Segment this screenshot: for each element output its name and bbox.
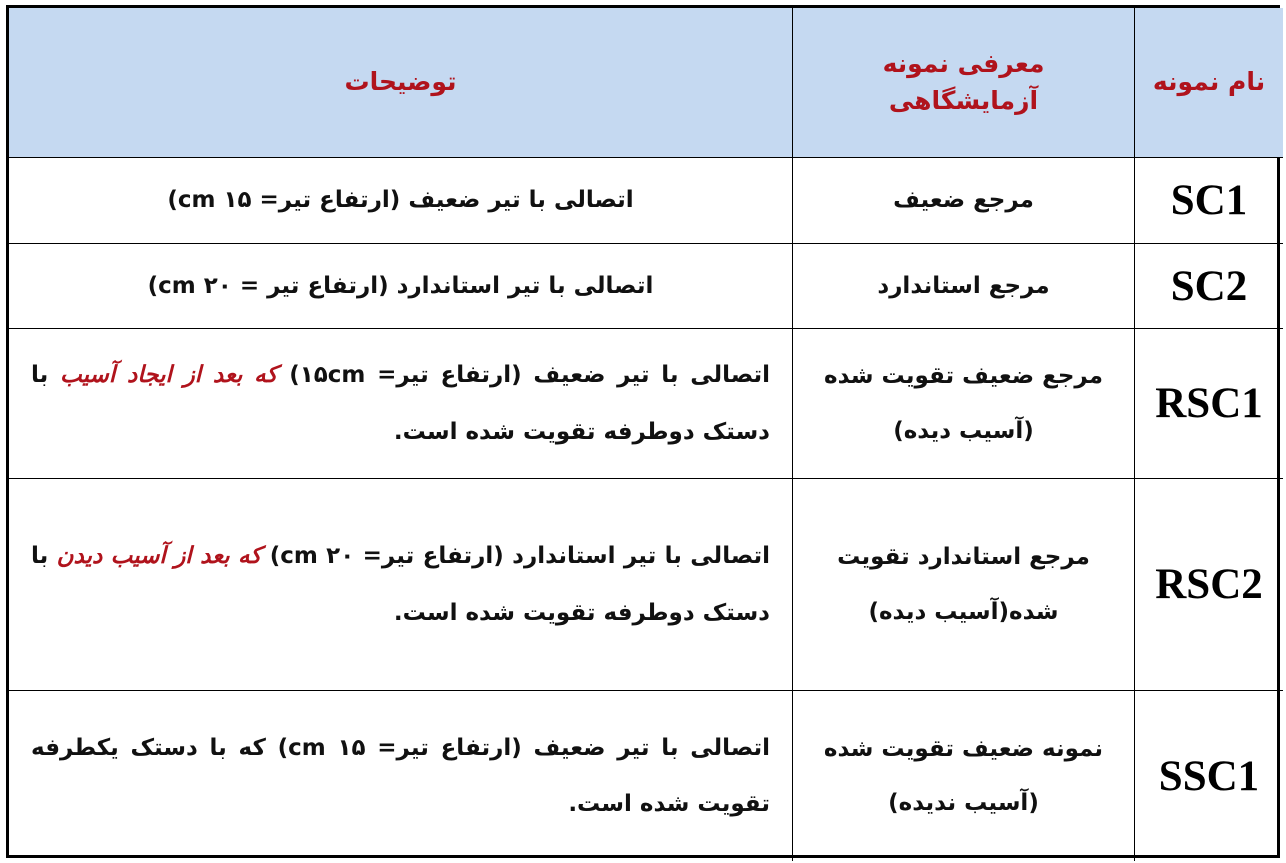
desc-paragraph [31,528,770,641]
header-name-text: نام نمونه [1152,67,1266,97]
row-id-sc1 [1135,158,1283,244]
header-intro-line2: آزمایشگاهی [888,85,1039,115]
row-intro-rsc2 [793,479,1135,691]
row-id-ssc1 [1135,691,1283,861]
row-desc-rsc1 [9,329,793,479]
row-id-rsc1 [1135,329,1283,479]
desc-emphasis: که بعد از آسیب دیدن [56,543,262,570]
intro-text: مرجع ضعیف [893,187,1034,214]
desc-emphasis: که بعد از ایجاد آسیب [60,362,278,389]
row-desc-rsc2 [9,479,793,691]
desc-text: اتصالی با تیر ضعیف (ارتفاع تیر= cm ۱۵) [167,187,634,214]
header-description-text: توضیحات [344,67,457,97]
row-intro-ssc1 [793,691,1135,861]
specimen-id: SC1 [1170,177,1248,224]
desc-text: با دستک دوطرفه تقویت شده است. [31,362,770,445]
specimen-id: SC2 [1170,262,1248,310]
specimen-table [6,5,1280,858]
desc-text: با دستک دوطرفه تقویت شده است. [31,543,770,626]
row-intro-sc2 [793,244,1135,329]
specimen-id: RSC2 [1155,561,1263,608]
intro-line1: مرجع استاندارد تقویت [837,544,1090,571]
row-desc-sc1 [9,158,793,244]
desc-text: اتصالی با تیر ضعیف (ارتفاع تیر= ۱۵cm) [277,362,770,389]
header-intro [793,8,1135,158]
intro-line1: نمونه ضعیف تقویت شده [823,735,1104,762]
row-id-sc2 [1135,244,1283,329]
intro-line1: مرجع ضعیف تقویت شده [824,363,1103,390]
row-desc-sc2 [9,244,793,329]
desc-paragraph [31,347,770,460]
header-intro-line1: معرفی نمونه [882,49,1045,79]
header-description [9,8,793,158]
specimen-id: RSC1 [1155,380,1263,427]
intro-text: مرجع استاندارد [877,272,1050,299]
specimen-id: SSC1 [1158,752,1260,800]
row-intro-rsc1 [793,329,1135,479]
row-desc-ssc1 [9,691,793,861]
desc-text: اتصالی با تیر استاندارد (ارتفاع تیر = cm ۲۰) [147,272,654,299]
desc-text: اتصالی با تیر ضعیف (ارتفاع تیر= cm ۱۵) که با دستک یکطرفه تقویت شده است. [31,734,770,817]
intro-line2: (آسیب ندیده) [888,790,1039,816]
row-intro-sc1 [793,158,1135,244]
desc-text: اتصالی با تیر استاندارد (ارتفاع تیر= cm ۲۰) [261,543,771,570]
row-id-rsc2 [1135,479,1283,691]
intro-line2: (آسیب دیده) [893,417,1034,444]
header-name [1135,8,1283,158]
intro-line2: شده(آسیب دیده) [868,598,1059,625]
